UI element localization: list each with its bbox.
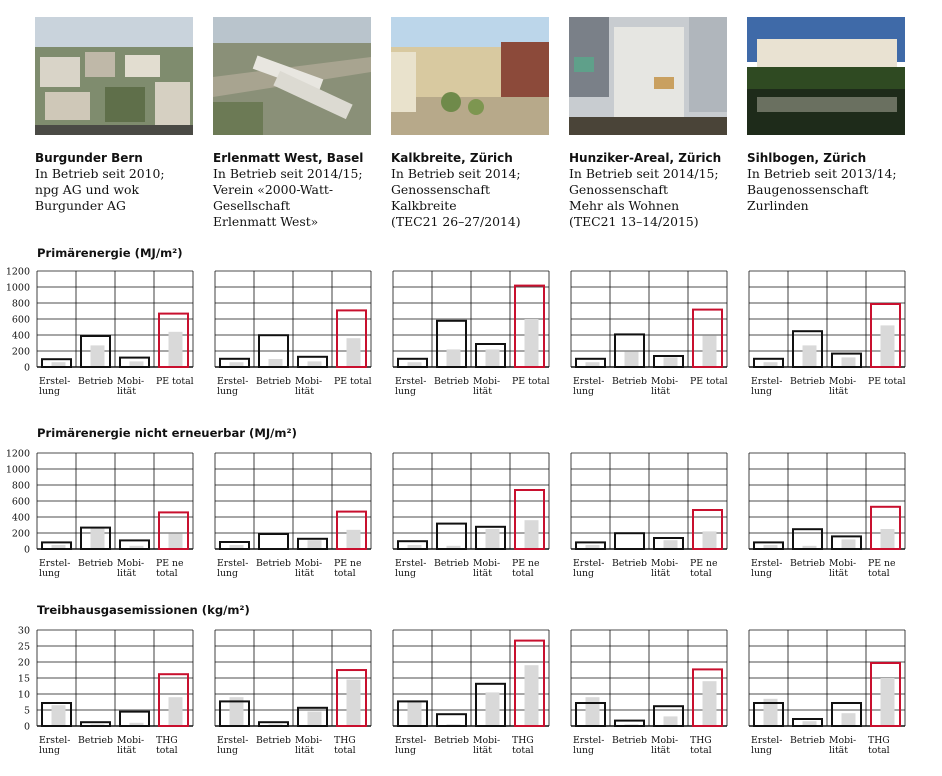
y-tick-label: 15 [17, 673, 30, 685]
category-label: Erstel- [39, 735, 71, 746]
category-label: Mobi- [473, 735, 501, 746]
category-label: Erstel- [751, 376, 783, 387]
category-label: Betrieb [256, 558, 291, 569]
y-tick-label: 10 [17, 689, 30, 701]
chart-panel [571, 630, 727, 756]
reference-bar [842, 713, 856, 726]
y-tick-label: 30 [17, 625, 30, 637]
project-info-line: Gesellschaft [213, 198, 291, 213]
category-label: Erstel- [751, 735, 783, 746]
category-label: Mobi- [295, 376, 323, 387]
category-label: PE total [868, 376, 906, 387]
category-label: Betrieb [612, 735, 647, 746]
category-label: Erstel- [395, 376, 427, 387]
category-label: lung [39, 568, 60, 579]
category-label: Betrieb [790, 558, 825, 569]
category-label: lität [295, 386, 314, 397]
category-label: lung [751, 568, 772, 579]
category-label: PE ne [334, 558, 362, 569]
reference-bar [525, 665, 539, 726]
reference-bar [408, 702, 422, 726]
project-info-line: Genossenschaft [569, 182, 668, 197]
category-label: Mobi- [651, 376, 679, 387]
category-label: lung [39, 745, 60, 756]
category-label: lität [295, 745, 314, 756]
category-label: Betrieb [790, 376, 825, 387]
category-label: Betrieb [612, 376, 647, 387]
project-info-line: Baugenossenschaft [747, 182, 869, 197]
project-info-line: Mehr als Wohnen [569, 198, 680, 213]
category-label: lität [829, 568, 848, 579]
project-info-line: In Betrieb seit 2014/15; [569, 166, 719, 181]
y-tick-label: 400 [11, 512, 30, 524]
value-bar [615, 533, 644, 549]
category-label: lität [473, 568, 492, 579]
reference-bar [664, 540, 678, 549]
category-label: Erstel- [395, 735, 427, 746]
category-label: lität [473, 386, 492, 397]
value-bar [259, 534, 288, 549]
category-label: lung [573, 386, 594, 397]
reference-bar [881, 529, 895, 549]
project-name: Burgunder Bern [35, 151, 143, 165]
y-tick-label: 0 [23, 544, 30, 556]
project-info-line: In Betrieb seit 2010; [35, 166, 165, 181]
reference-bar [91, 527, 105, 549]
reference-bar [703, 681, 717, 726]
category-label: total [334, 745, 356, 756]
y-tick-label: 200 [11, 528, 30, 540]
reference-bar [52, 705, 66, 726]
category-label: total [512, 745, 534, 756]
chart-row-1 [6, 267, 906, 398]
project-info-line: In Betrieb seit 2014/15; [213, 166, 363, 181]
project-info-line: In Betrieb seit 2014; [391, 166, 521, 181]
category-label: Erstel- [39, 376, 71, 387]
category-label: lung [217, 568, 238, 579]
category-label: Mobi- [295, 735, 323, 746]
category-label: PE ne [156, 558, 184, 569]
category-label: Betrieb [256, 735, 291, 746]
category-label: THG [156, 735, 178, 746]
category-label: Mobi- [117, 735, 145, 746]
category-label: lung [573, 568, 594, 579]
category-label: total [156, 745, 178, 756]
y-tick-label: 400 [11, 330, 30, 342]
reference-bar [842, 539, 856, 549]
category-label: Mobi- [295, 558, 323, 569]
chart-panel [37, 630, 193, 756]
category-label: Erstel- [217, 376, 249, 387]
y-tick-label: 1000 [5, 464, 30, 476]
category-label: Erstel- [573, 735, 605, 746]
category-label: Mobi- [473, 376, 501, 387]
category-label: PE total [690, 376, 728, 387]
reference-bar [703, 531, 717, 549]
category-label: Mobi- [829, 735, 857, 746]
category-label: lung [395, 568, 416, 579]
chart-panel [37, 271, 194, 397]
category-label: Mobi- [829, 376, 857, 387]
reference-bar [486, 692, 500, 726]
reference-bar [308, 712, 322, 726]
y-tick-label: 1000 [5, 282, 30, 294]
reference-bar [664, 716, 678, 726]
chart-panel [393, 630, 549, 756]
category-label: total [512, 568, 534, 579]
category-label: lung [217, 386, 238, 397]
category-label: Betrieb [78, 558, 113, 569]
category-label: lung [217, 745, 238, 756]
project-info-line: (TEC21 26–27/2014) [391, 214, 521, 229]
category-label: Erstel- [395, 558, 427, 569]
category-label: Betrieb [78, 735, 113, 746]
reference-bar [308, 540, 322, 549]
reference-bar [347, 338, 361, 367]
category-label: Erstel- [751, 558, 783, 569]
y-tick-label: 200 [11, 346, 30, 358]
project-info-line: In Betrieb seit 2013/14; [747, 166, 897, 181]
project-info-line: Verein «2000-Watt- [213, 182, 334, 197]
reference-bar [347, 680, 361, 726]
reference-bar [169, 332, 183, 367]
category-label: lung [573, 745, 594, 756]
project-info-line: Kalkbreite [391, 198, 457, 213]
category-label: total [868, 568, 890, 579]
category-label: Erstel- [573, 376, 605, 387]
category-label: lität [117, 568, 136, 579]
category-label: PE total [156, 376, 194, 387]
category-label: Betrieb [434, 735, 469, 746]
project-info-line: Erlenmatt West» [213, 214, 319, 229]
y-tick-label: 25 [17, 641, 30, 653]
y-tick-label: 600 [11, 314, 30, 326]
category-label: lität [651, 745, 670, 756]
project-info-line: Genossenschaft [391, 182, 490, 197]
category-label: PE ne [868, 558, 896, 569]
y-tick-label: 1200 [5, 448, 30, 460]
category-label: Betrieb [790, 735, 825, 746]
reference-bar [169, 534, 183, 549]
category-label: Erstel- [217, 735, 249, 746]
category-label: Mobi- [651, 558, 679, 569]
category-label: lität [295, 568, 314, 579]
reference-bar [664, 357, 678, 367]
chart-panel [215, 271, 372, 397]
reference-bar [91, 345, 105, 367]
reference-bar [486, 529, 500, 549]
reference-bar [347, 530, 361, 549]
y-tick-label: 600 [11, 496, 30, 508]
category-label: total [690, 568, 712, 579]
reference-bar [269, 359, 283, 367]
category-label: PE ne [690, 558, 718, 569]
reference-bar [525, 520, 539, 549]
category-label: lung [39, 386, 60, 397]
category-label: Erstel- [573, 558, 605, 569]
project-info-line: npg AG und wok [35, 182, 139, 197]
category-label: THG [512, 735, 534, 746]
chart-row-2 [6, 449, 905, 580]
chart-panel [749, 271, 906, 397]
y-tick-label: 1200 [5, 266, 30, 278]
y-tick-label: 0 [23, 721, 30, 733]
section-title-primary-energy: Primärenergie (MJ/m²) [37, 246, 183, 260]
chart-panel [571, 453, 727, 579]
chart-panel [215, 453, 371, 579]
reference-bar [842, 357, 856, 367]
category-label: total [868, 745, 890, 756]
value-bar [81, 722, 110, 726]
project-name: Erlenmatt West, Basel [213, 151, 364, 165]
y-tick-label: 0 [23, 362, 30, 374]
category-label: Erstel- [217, 558, 249, 569]
category-label: Mobi- [117, 558, 145, 569]
reference-bar [703, 336, 717, 367]
project-name: Sihlbogen, Zürich [747, 151, 867, 165]
reference-bar [169, 697, 183, 726]
project-name: Kalkbreite, Zürich [391, 151, 513, 165]
value-bar [437, 524, 466, 549]
category-label: PE total [512, 376, 550, 387]
chart-panel [393, 271, 550, 397]
category-label: PE total [334, 376, 372, 387]
category-label: Betrieb [256, 376, 291, 387]
project-info-line: Burgunder AG [35, 198, 126, 213]
category-label: lität [829, 745, 848, 756]
category-label: lität [829, 386, 848, 397]
chart-panel [571, 271, 728, 397]
category-label: lität [473, 745, 492, 756]
category-label: Mobi- [117, 376, 145, 387]
reference-bar [881, 678, 895, 726]
value-bar [437, 714, 466, 726]
project-info-line: (TEC21 13–14/2015) [569, 214, 699, 229]
category-label: THG [334, 735, 356, 746]
reference-bar [881, 325, 895, 367]
category-label: total [690, 745, 712, 756]
chart-panel [749, 630, 905, 756]
category-label: Erstel- [39, 558, 71, 569]
category-label: Betrieb [434, 376, 469, 387]
category-label: lität [651, 568, 670, 579]
section-title-ghg-emissions: Treibhausgasemissionen (kg/m²) [37, 603, 250, 617]
reference-bar [447, 349, 461, 367]
y-tick-label: 800 [11, 480, 30, 492]
category-label: lung [395, 386, 416, 397]
category-label: Mobi- [651, 735, 679, 746]
chart-panel [37, 453, 193, 579]
reference-bar [803, 345, 817, 367]
category-label: Betrieb [78, 376, 113, 387]
reference-bar [625, 352, 639, 367]
reference-bar [586, 697, 600, 726]
category-label: Betrieb [612, 558, 647, 569]
category-label: total [156, 568, 178, 579]
value-bar [615, 721, 644, 726]
y-tick-label: 20 [17, 657, 30, 669]
reference-bar [486, 349, 500, 367]
category-label: lung [751, 386, 772, 397]
category-label: total [334, 568, 356, 579]
category-label: Betrieb [434, 558, 469, 569]
project-info-line: Zurlinden [747, 198, 809, 213]
value-bar [259, 722, 288, 726]
category-label: PE ne [512, 558, 540, 569]
category-label: Mobi- [829, 558, 857, 569]
category-label: lung [395, 745, 416, 756]
chart-panel [749, 453, 905, 579]
category-label: lität [117, 386, 136, 397]
category-label: Mobi- [473, 558, 501, 569]
category-label: lität [117, 745, 136, 756]
chart-panel [393, 453, 549, 579]
section-title-non-renewable-energy: Primärenergie nicht erneuerbar (MJ/m²) [37, 426, 297, 440]
category-label: THG [868, 735, 890, 746]
reference-bar [525, 319, 539, 367]
chart-panel [215, 630, 371, 756]
category-label: lität [651, 386, 670, 397]
y-tick-label: 800 [11, 298, 30, 310]
chart-row-3 [18, 626, 905, 757]
category-label: lung [751, 745, 772, 756]
project-name: Hunziker-Areal, Zürich [569, 151, 722, 165]
category-label: THG [690, 735, 712, 746]
y-tick-label: 5 [23, 705, 30, 717]
